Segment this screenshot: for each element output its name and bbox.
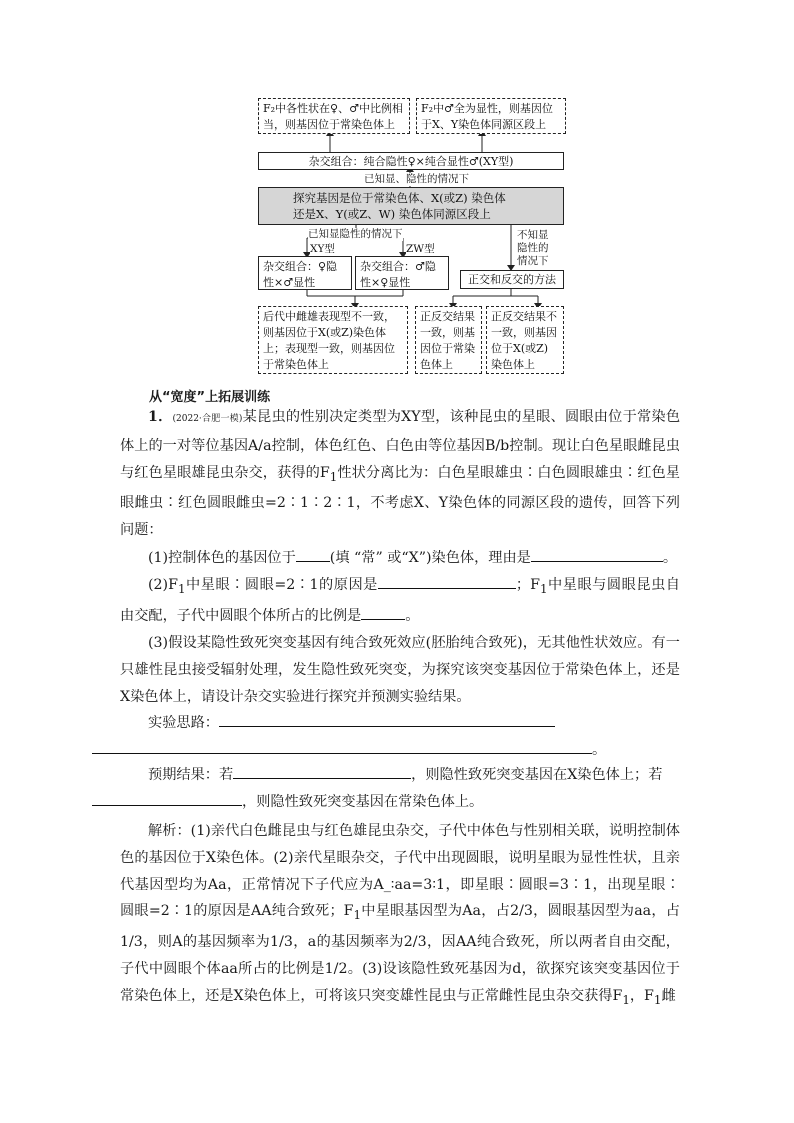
flow-box-cross-female-recessive [258,256,352,290]
question-source: (2022·合肥一模) [172,414,243,424]
flow-box-result-sexlinked [258,306,408,374]
flow-box-reciprocal [460,270,564,289]
q3-text: (3)假设某隐性致死突变基因有纯合致死效应(胚胎纯合致死)，无其他性状效应。有一只雄性昆虫接受辐射处理，发生隐性致死突变，为探究该突变基因位于常染色体上，还是X染色体上，请设计杂交实验进行探究并预测实验结果。 [120,635,680,705]
flow-text: 杂交组合：♀隐性×♂显性 [263,260,338,289]
flow-label-known-2: 已知显隐性的情况下 [308,228,403,240]
subscript: 1 [329,469,338,484]
analysis-label: 解析： [148,823,191,839]
pred-text: ，则隐性致死突变基因在X染色体上；若 [411,767,663,783]
flow-label-zw: ZW型 [406,243,435,255]
analysis-text: (1)亲代白色雌昆虫与红色雄昆虫杂交，子代中体色与性别相关联，说明控制体色的基因位于X染色体。(2)亲代星眼杂交，子代中出现圆眼，说明星眼为显性性状，且亲代基因型均为Aa，正常情况下子代应为A_∶aa=3∶1，即星眼∶圆眼=3∶1，出现星眼∶圆眼=2∶1的原因是AA纯合致死；F [120,823,680,920]
question-part-1 [120,545,680,572]
answer-blank[interactable] [219,712,555,727]
analysis-text: 中星眼基因型为Aa，占2/3，圆眼基因型为aa，占1/3，则A的基因频率为1/3，a的基因频率为2/3，因AA纯合致死，所以两者自由交配，子代中圆眼个体aa所占的比例是1/2。(3)设该隐性致死基因为d，欲探究该突变基因位于常染色体上，还是X染色体上，可将该只突变雄性昆虫与正常雌性昆虫杂交获得F [120,903,680,1004]
flow-text: F₂中♂全为显性，则基因位于X、Y染色体同源区段上 [421,102,553,131]
flow-text: 正反交结果不一致，则基因位于X(或Z)染色体上 [491,310,557,371]
flow-text: 探究基因是位于常染色体、X(或Z) 染色体 [293,191,506,205]
expected-result [120,762,680,816]
answer-blank[interactable] [92,739,592,754]
flow-label-xy: XY型 [310,243,335,255]
flow-box-cross-xy [258,152,564,170]
flow-text: 杂交组合：♂隐性×♀显性 [360,260,436,289]
q1-text: 。 [662,550,678,566]
flow-label-known: 已知显、隐性的情况下 [364,173,469,185]
subscript: 1 [353,908,362,923]
question-part-3 [120,630,680,710]
q2-text: ；F [515,577,540,593]
section-title: 从“宽度”上拓展训练 [149,390,271,405]
flow-text: 杂交组合：纯合隐性♀×纯合显性♂(XY型) [308,155,514,168]
pred-text: 预期结果：若 [148,767,234,783]
flow-box-cross-male-recessive [355,256,449,290]
question-number: 1． [148,409,173,425]
flow-text: F₂中各性状在♀、♂中比例相当，则基因位于常染色体上 [263,102,403,131]
flow-text: 正反交结果一致，则基因位于常染色体上 [420,310,475,371]
flow-box-autosome-result [258,98,410,134]
stem-text: 性状分离比为：白色星眼雄虫∶白色圆眼雄虫∶红色星眼雌虫∶红色圆眼雌虫=2∶1∶2∶1，不考虑X、Y染色体的同源区段的遗传，回答下列问题： [120,464,680,539]
stem-text: 某昆虫的性别决定类型为XY型，该种昆虫的星眼、圆眼由位于常染色体上的一对等位基因A/a控制，体色红色、白色由等位基因B/b控制。现让白色星眼雌昆虫与红色星眼雄昆虫杂交，获得的F [120,409,681,481]
answer-blank[interactable] [361,605,405,620]
subscript: 1 [177,581,186,596]
idea-end: 。 [592,741,607,758]
answer-blank[interactable] [92,791,242,806]
question-part-2 [120,572,680,629]
analysis [120,818,680,1013]
q2-text: 中星眼与圆眼昆虫自由交配，子代中圆眼个体所占的比例是 [120,577,680,624]
answer-blank[interactable] [233,764,411,779]
flow-text: 还是X、Y(或Z、W) 染色体同源区段上 [293,207,491,221]
subscript: 1 [622,992,630,1007]
flow-box-result-consistent [415,306,482,374]
subscript: 1 [653,992,662,1007]
pred-text: ，则隐性致死突变基因在常染色体上。 [242,793,484,810]
q1-text: (填 “常” 或“X”)染色体，理由是 [329,550,531,566]
subscript: 1 [539,581,548,596]
flow-label-unknown: 不知显隐性的情况下 [517,229,553,268]
answer-blank[interactable] [378,574,516,589]
flow-text: 后代中雌雄表现型不一致，则基因位于X(或Z)染色体上；表现型一致，则基因位于常染色体上 [263,310,395,371]
analysis-text: 雌 [661,987,676,1004]
flow-box-xy-homologous-result [416,98,566,134]
flow-box-main-question [258,187,564,225]
question-stem [120,404,680,544]
q1-text: (1)控制体色的基因位于 [148,550,296,566]
flow-text: 正交和反交的方法 [468,273,556,286]
q2-text: 。 [405,607,420,624]
flow-box-result-inconsistent [486,306,564,374]
answer-blank[interactable] [296,547,330,562]
experiment-idea [120,710,680,764]
q2-text: (2)F [148,577,178,593]
idea-label: 实验思路： [148,715,219,731]
q2-text: 中星眼∶圆眼=2∶1的原因是 [185,577,378,593]
answer-blank[interactable] [531,547,663,562]
analysis-text: ，F [629,987,654,1004]
